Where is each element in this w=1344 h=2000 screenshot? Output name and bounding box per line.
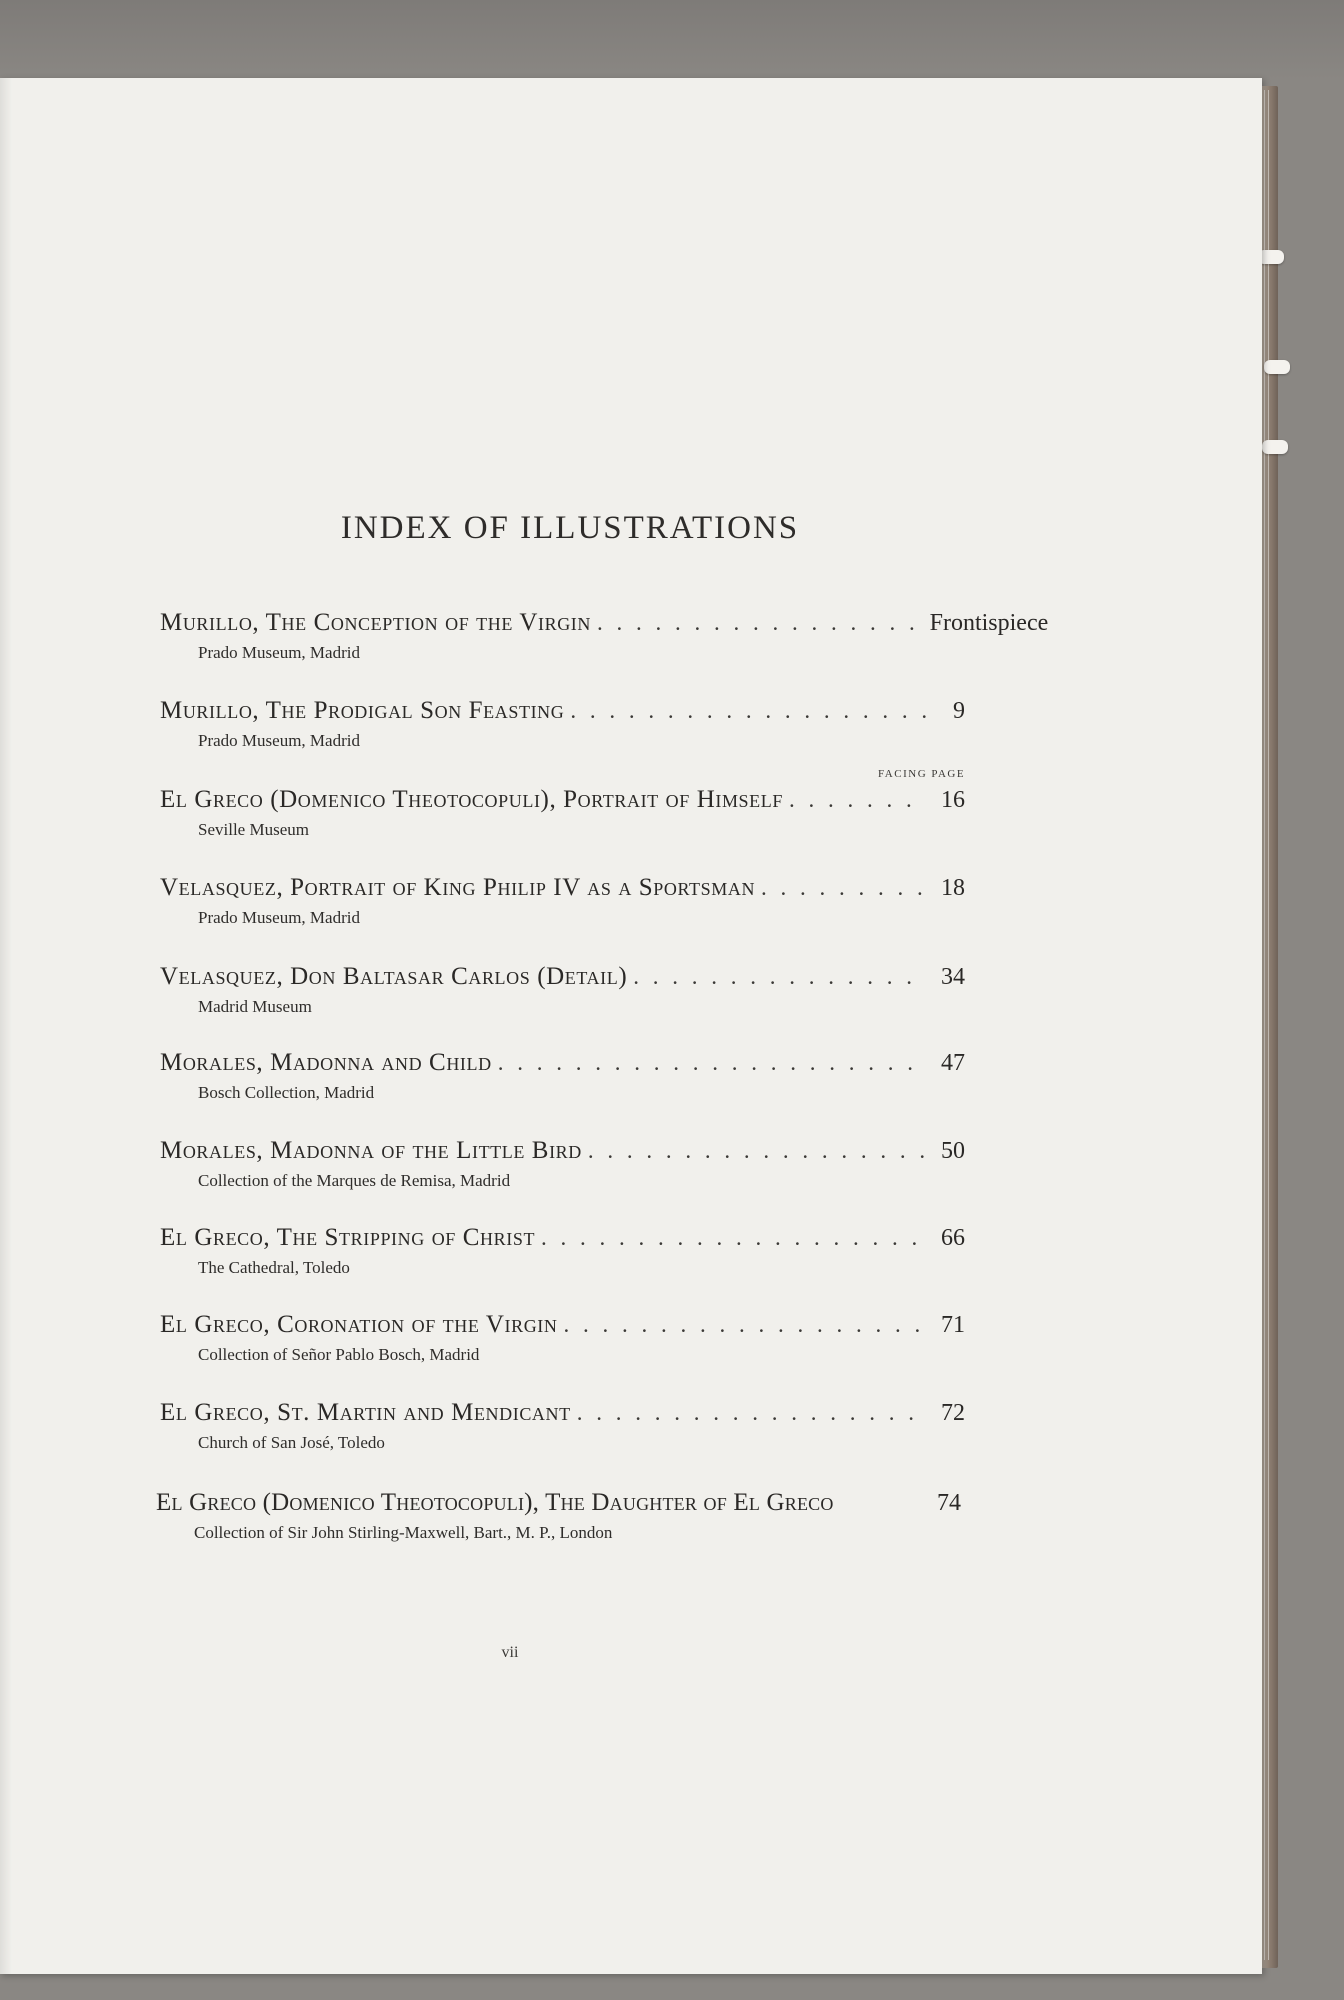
dot-leader (588, 1136, 927, 1166)
entry-title: Murillo, The Conception of the Virgin (160, 609, 591, 636)
index-entry (160, 696, 965, 752)
dot-leader (577, 1398, 927, 1428)
entry-location: Prado Museum, Madrid (198, 908, 360, 927)
entry-location: Seville Museum (198, 820, 309, 839)
entry-page: 74 (937, 1490, 961, 1516)
background (0, 0, 1344, 80)
entry-title: El Greco, The Stripping of Christ (160, 1224, 536, 1251)
entry-title: El Greco, St. Martin and Mendicant (160, 1399, 571, 1426)
index-entry (160, 1223, 965, 1279)
index-entry (160, 1136, 965, 1192)
entry-title: Murillo, The Prodigal Son Feasting (160, 697, 565, 724)
index-entry (160, 608, 1049, 664)
entry-title: Morales, Madonna of the Little Bird (160, 1137, 582, 1164)
index-entry (160, 873, 965, 929)
entry-location: Bosch Collection, Madrid (198, 1083, 375, 1102)
entry-page: Frontispiece (929, 610, 1049, 636)
entry-location: Prado Museum, Madrid (198, 643, 360, 662)
entry-page: 9 (953, 698, 965, 724)
index-entry (160, 1398, 965, 1454)
entry-location: Prado Museum, Madrid (198, 731, 360, 750)
entry-location: Madrid Museum (198, 997, 312, 1016)
entry-title: El Greco (Domenico Theotocopuli), The Daughter of El Greco (156, 1489, 834, 1516)
paper-tab (1264, 360, 1290, 374)
entry-page: 16 (941, 787, 965, 813)
entry-location: Collection of Señor Pablo Bosch, Madrid (198, 1345, 480, 1364)
entry-location: Collection of Sir John Stirling-Maxwell, Bart., M. P., London (194, 1523, 613, 1542)
index-entry (156, 1488, 961, 1544)
dot-leader (570, 696, 927, 726)
page-title: INDEX OF ILLUSTRATIONS (340, 510, 800, 546)
page-folio: vii (501, 1644, 519, 1661)
dot-leader (789, 785, 927, 815)
index-entry (160, 1048, 965, 1104)
dot-leader (597, 608, 920, 638)
book-page (0, 78, 1262, 1974)
entry-title: Morales, Madonna and Child (160, 1049, 492, 1076)
index-entry (160, 785, 965, 841)
entry-page: 72 (941, 1400, 965, 1426)
facing-page-label: FACING PAGE (878, 768, 966, 780)
dot-leader (761, 873, 927, 903)
entry-page: 71 (941, 1312, 965, 1338)
entry-location: Collection of the Marques de Remisa, Madrid (198, 1171, 511, 1190)
entry-page: 34 (941, 964, 965, 990)
dot-leader (564, 1310, 928, 1340)
entry-location: Church of San José, Toledo (198, 1433, 385, 1452)
dot-leader (541, 1223, 927, 1253)
entry-page: 50 (941, 1138, 965, 1164)
entry-title: Velasquez, Don Baltasar Carlos (Detail) (160, 963, 628, 990)
entry-title: El Greco, Coronation of the Virgin (160, 1311, 558, 1338)
entry-title: Velasquez, Portrait of King Philip IV as a Sportsman (160, 874, 756, 901)
entry-location: The Cathedral, Toledo (198, 1258, 350, 1277)
paper-tab (1262, 440, 1288, 454)
entry-page: 47 (941, 1050, 965, 1076)
index-entry (160, 962, 965, 1018)
dot-leader (498, 1048, 927, 1078)
index-entry (160, 1310, 965, 1366)
entry-title: El Greco (Domenico Theotocopuli), Portrait of Himself (160, 786, 783, 813)
entry-page: 66 (941, 1225, 965, 1251)
dot-leader (633, 962, 927, 992)
entry-page: 18 (941, 875, 965, 901)
